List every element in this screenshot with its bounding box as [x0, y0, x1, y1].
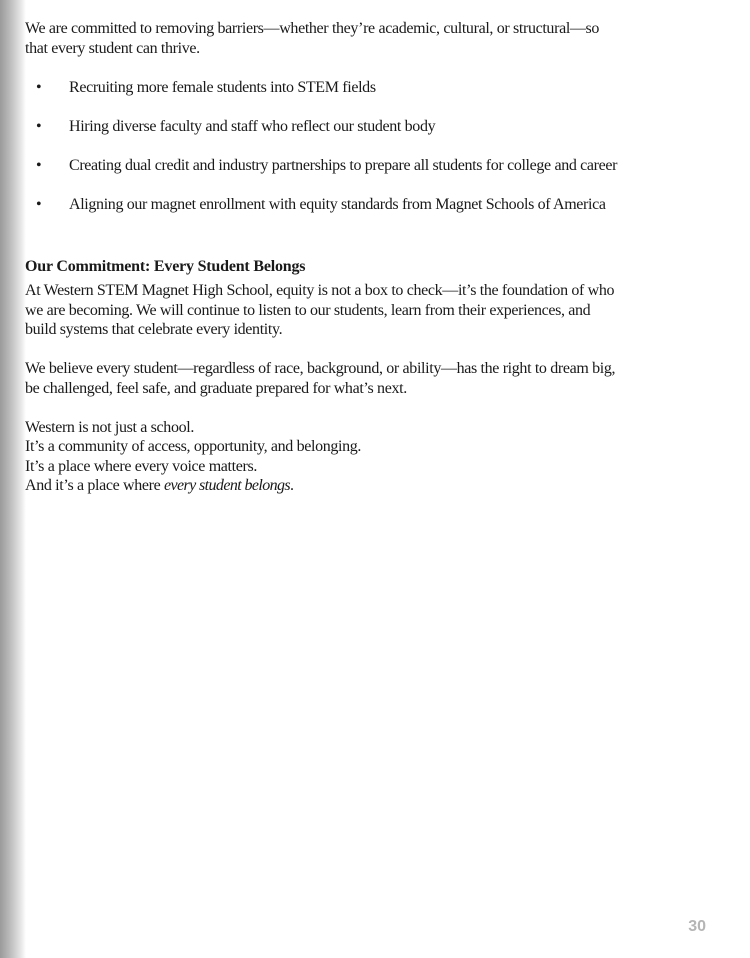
text-line: build systems that celebrate every identity. [25, 321, 283, 338]
text-line: At Western STEM Magnet High School, equity is not a box to check—it’s the foundation of who [25, 282, 615, 299]
commitment-paragraph [25, 281, 725, 340]
intro-paragraph [25, 19, 725, 58]
list-item-text: Hiring diverse faculty and staff who reflect our student body [69, 118, 436, 135]
text-line: be challenged, feel safe, and graduate prepared for what’s next. [25, 379, 407, 397]
page-number: 30 [688, 918, 706, 935]
list-item-text: Creating dual credit and industry partnerships to prepare all students for college and career [69, 157, 618, 174]
list-item [25, 117, 725, 156]
belief-paragraph [25, 359, 725, 398]
final-line-emphasis: every student belongs [164, 477, 291, 494]
closing-paragraph [25, 418, 725, 496]
list-item [25, 78, 725, 117]
text-line: We are committed to removing barriers—whether they’re academic, cultural, or structural—so [25, 20, 600, 37]
text-line: that every student can thrive. [25, 39, 200, 57]
page-content [25, 19, 725, 496]
section-heading: Our Commitment: Every Student Belongs [25, 258, 306, 275]
bullet-icon: • [36, 118, 42, 135]
list-item-text: Aligning our magnet enrollment with equity standards from Magnet Schools of America [69, 196, 606, 213]
text-line: Western is not just a school. [25, 418, 194, 436]
text-line: It’s a place where every voice matters. [25, 457, 258, 475]
text-line: We believe every student—regardless of race, background, or ability—has the right to dream big, [25, 360, 616, 377]
list-item [25, 195, 725, 234]
text-line: we are becoming. We will continue to listen to our students, learn from their experiences, and [25, 301, 591, 319]
final-line-prefix: And it’s a place where [25, 477, 165, 494]
list-item [25, 156, 725, 195]
text-line: It’s a community of access, opportunity, and belonging. [25, 438, 362, 455]
bullet-icon: • [36, 157, 42, 174]
list-item-text: Recruiting more female students into STEM fields [69, 79, 376, 96]
bullet-icon: • [36, 196, 42, 213]
text-line [25, 476, 725, 496]
bullet-icon: • [36, 79, 42, 96]
initiatives-list [25, 78, 725, 234]
page-spine-shadow [0, 0, 26, 958]
final-line-suffix: . [290, 477, 294, 494]
